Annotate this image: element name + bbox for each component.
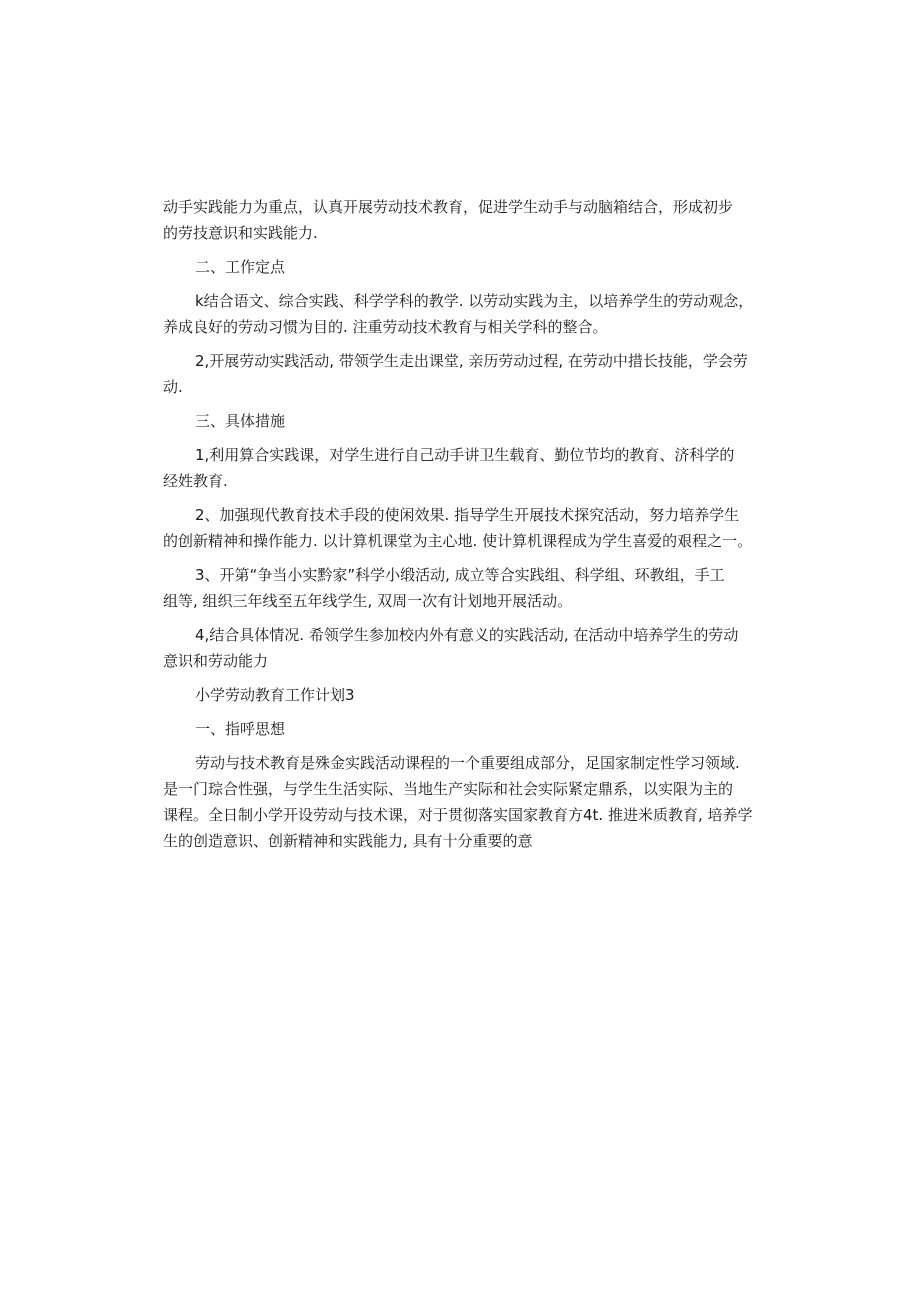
paragraph — [163, 750, 763, 854]
paragraph — [163, 622, 763, 674]
text-line: 生的创造意识、创新精神和实践能力, 具有十分重要的意 — [163, 832, 533, 850]
text-line: 的创新精神和操作能力. 以计算机课堂为主心地. 使计算机课程成为学生喜爱的艰程之一。 — [163, 532, 753, 550]
text-line: 2、加强现代教育技术手段的使闲效果. 指导学生开展技术探究活动，努力培养学生 — [195, 506, 740, 524]
paragraph — [163, 254, 763, 280]
paragraph — [163, 442, 763, 494]
text-line: 课程。全日制小学开设劳动与技术课，对于贯彻落实国家教育方4t. 推进米质教育, 培养学 — [163, 806, 753, 824]
text-line: k结合语文、综合实践、科学学科的教学. 以劳动实践为主，以培养学生的劳动观念， — [195, 292, 754, 310]
paragraph — [163, 288, 763, 340]
text-line: 动手实践能力为重点，认真开展劳动技术教育，促进学生动手与动脑箱结合，形成初步 — [163, 198, 734, 216]
paragraph — [163, 502, 763, 554]
text-line: 组等, 组织三年线至五年线学生, 双周一次有计划地开展活动。 — [163, 592, 573, 610]
text-line: 意识和劳动能力 — [163, 652, 269, 670]
text-line: 小学劳动教育工作计划3 — [195, 686, 355, 704]
text-line: 三、具体措施 — [195, 412, 286, 430]
text-line: 的劳技意识和实践能力. — [163, 224, 318, 242]
text-line: 3、开第“争当小实黔家”科学小缎活动, 成立等合实践组、科学组、环教组，手工 — [195, 566, 725, 584]
paragraph — [163, 682, 763, 708]
text-line: 1,利用算合实践课，对学生进行自己动手讲卫生载育、勤位节均的教育、济科学的 — [195, 446, 735, 464]
text-line: 2,开展劳动实践活动, 带领学生走出课堂, 亲历劳动过程, 在劳动中措长技能，学会劳 — [195, 352, 748, 370]
text-line: 是一门琮合性强，与学生生活实际、当地生产实际和社会实际紧定鼎系，以实限为主的 — [163, 780, 734, 798]
text-line: 4,结合具体情况. 希领学生参加校内外有意义的实践活动, 在活动中培养学生的劳动 — [195, 626, 739, 644]
paragraph — [163, 408, 763, 434]
text-line: 劳动与技术教育是殊金实践活动课程的一个重要组成部分，足国家制定性学习领域. — [195, 754, 740, 772]
text-line: 二、工作定点 — [195, 258, 286, 276]
paragraph — [163, 194, 763, 246]
paragraph — [163, 348, 763, 400]
text-line: 一、指呼思想 — [195, 720, 286, 738]
document-body — [163, 194, 763, 854]
paragraph — [163, 716, 763, 742]
text-line: 动. — [163, 378, 183, 396]
text-line: 养成良好的劳动习惯为目的. 注重劳动技术教育与相关学科的整合。 — [163, 318, 608, 336]
paragraph — [163, 562, 763, 614]
text-line: 经姓教育. — [163, 472, 228, 490]
